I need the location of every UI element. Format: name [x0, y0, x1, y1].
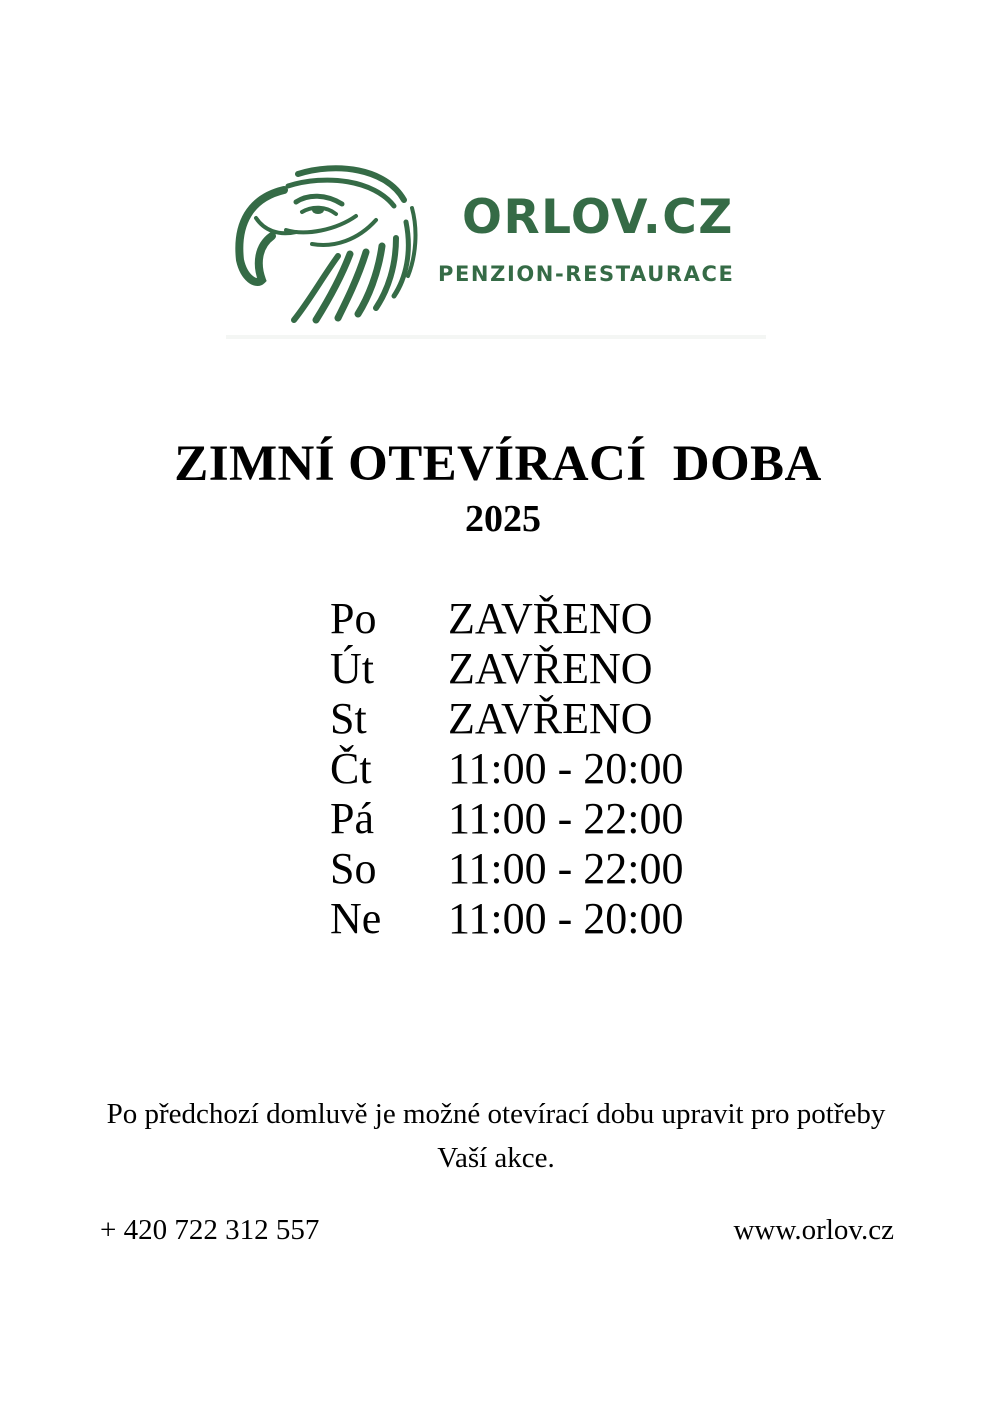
day-label: Čt — [330, 744, 372, 793]
hours-row — [330, 794, 730, 844]
day-label: Ne — [330, 894, 382, 943]
hours-row — [330, 894, 730, 944]
hours-value: 11:00 - 22:00 — [448, 794, 684, 843]
hours-row — [330, 694, 730, 744]
page-title: ZIMNÍ OTEVÍRACÍ DOBA — [174, 436, 822, 492]
opening-hours-table — [330, 594, 730, 944]
hours-row — [330, 644, 730, 694]
website-url: www.orlov.cz — [733, 1214, 894, 1246]
day-label: Pá — [330, 794, 374, 843]
arrangement-note: Po předchozí domluvě je možné otevírací dobu upravit pro potřeby Vaší akce. — [106, 1098, 886, 1174]
day-label: Po — [330, 594, 377, 643]
hours-value: ZAVŘENO — [448, 594, 653, 643]
season-year: 2025 — [465, 498, 541, 540]
phone-number: + 420 722 312 557 — [100, 1214, 320, 1246]
hours-value: ZAVŘENO — [448, 644, 653, 693]
day-label: So — [330, 844, 377, 893]
hours-row — [330, 744, 730, 794]
hours-value: 11:00 - 20:00 — [448, 744, 684, 793]
day-label: St — [330, 694, 367, 743]
eagle-head-icon — [226, 160, 766, 340]
hours-value: ZAVŘENO — [448, 694, 653, 743]
hours-row — [330, 594, 730, 644]
brand-tagline: PENZION-RESTAURACE — [438, 262, 735, 286]
hours-row — [330, 844, 730, 894]
hours-value: 11:00 - 22:00 — [448, 844, 684, 893]
logo-underline — [226, 335, 766, 339]
hours-value: 11:00 - 20:00 — [448, 894, 684, 943]
brand-name: ORLOV.CZ — [462, 190, 734, 245]
day-label: Út — [330, 644, 374, 693]
